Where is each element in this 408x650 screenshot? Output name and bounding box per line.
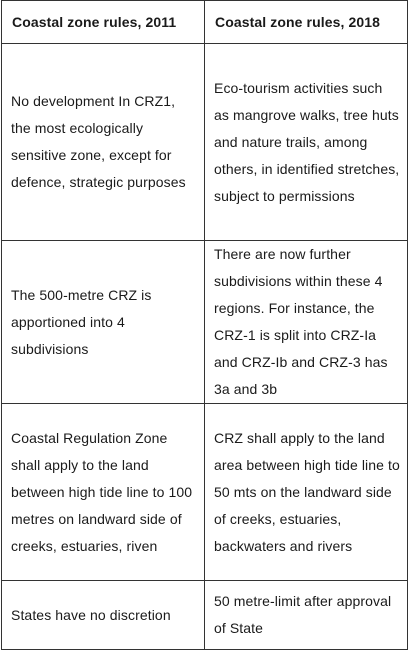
table-header-row [2, 1, 408, 44]
table-row [2, 581, 408, 650]
cell-text: Coastal Regulation Zone shall apply to the land between high tide line to 100 metres on landward side of creeks, estuaries, riven [11, 429, 193, 554]
header-2018: Coastal zone rules, 2018 [205, 1, 408, 44]
cell-2011 [2, 44, 205, 241]
coastal-rules-comparison-table [1, 0, 408, 650]
cell-text: CRZ shall apply to the land area between high tide line to 50 mts on the landward side of creeks, estuaries, backwaters and rivers [214, 429, 400, 554]
cell-2018 [205, 581, 408, 650]
cell-text: The 500-metre CRZ is apportioned into 4 subdivisions [11, 286, 152, 357]
table-row [2, 404, 408, 581]
cell-text: 50 metre-limit after approval of State [214, 593, 392, 636]
table-row [2, 44, 408, 241]
cell-2018 [205, 44, 408, 241]
cell-text: No development In CRZ1, the most ecologically sensitive zone, except for defence, strategic purposes [11, 93, 186, 190]
cell-text: There are now further subdivisions within these 4 regions. For instance, the CRZ-1 is split into CRZ-Ia and CRZ-Ib and CRZ-3 has 3a and 3b [214, 246, 388, 397]
cell-2018 [205, 241, 408, 404]
cell-2011 [2, 581, 205, 650]
cell-2011 [2, 241, 205, 404]
cell-text: Eco-tourism activities such as mangrove walks, tree huts and nature trails, among others, in identified stretches, subject to permissions [214, 79, 400, 204]
cell-2011 [2, 404, 205, 581]
table-row [2, 241, 408, 404]
cell-text: States have no discretion [11, 606, 171, 623]
cell-2018 [205, 404, 408, 581]
header-2011: Coastal zone rules, 2011 [2, 1, 205, 44]
